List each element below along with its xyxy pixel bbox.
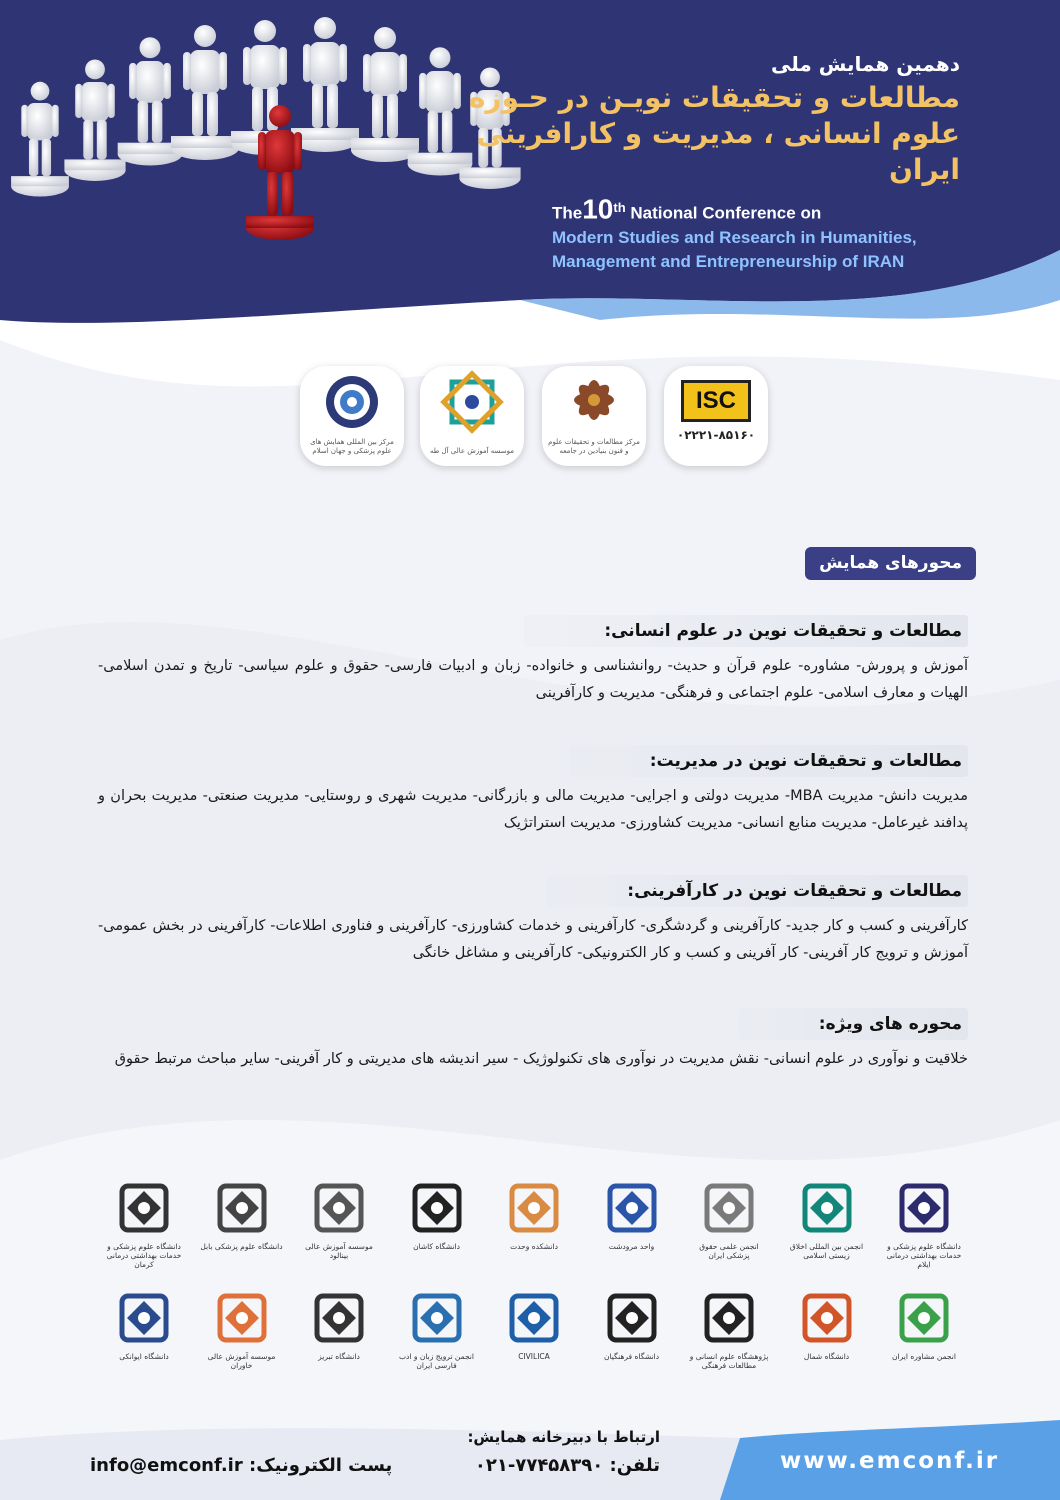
partner-logo [492, 1180, 576, 1276]
topic-heading: مطالعات و تحقیقات نوین در مدیریت: [570, 745, 968, 777]
title-en-line3: Management and Entrepreneurship of IRAN [552, 251, 905, 271]
lotus-icon [542, 370, 646, 440]
topic-body: خلاقیت و نوآوری در علوم انسانی- نقش مدیریت در نوآوری های تکنولوژیک - سیر اندیشه های مدیریتی و کار آفرینی- سایر مباحث مرتبط حقوق [114, 1051, 968, 1067]
partner-logo [882, 1180, 966, 1276]
partner-caption: واحد مرودشت [608, 1242, 655, 1251]
person-figure [11, 82, 69, 197]
badge-medical-congress [300, 366, 404, 466]
partner-caption: دانشگاه علوم پزشکی بابل [200, 1242, 283, 1251]
partner-caption: دانشگاه ایوانکی [119, 1352, 169, 1361]
partner-emblem-icon [604, 1290, 660, 1348]
person-figure [291, 17, 359, 152]
partner-emblem-icon [116, 1180, 172, 1238]
topic-heading: مطالعات و تحقیقات نوین در علوم انسانی: [524, 615, 968, 647]
partner-emblem-icon [799, 1180, 855, 1238]
partner-logo [395, 1290, 479, 1386]
partner-logo [395, 1180, 479, 1276]
topic-body: کارآفرینی و کسب و کار جدید- کارآفرینی و گردشگری- کارآفرینی و خدمات کشاورزی- کارآفرینی و فناوری اطلاعات- کارآفرینی در بخش عمومی- آموزش و ترویج کار آفرینی- کار آفرینی و کسب و کار الکترونیکی- کارآفرینی و مشاغل خانگی [98, 918, 968, 961]
partner-logo [200, 1180, 284, 1276]
partner-logo [102, 1180, 186, 1276]
isc-logo: ISC [681, 380, 751, 422]
partner-emblem-icon [701, 1290, 757, 1348]
topic-special [98, 1008, 968, 1073]
title-en-ordinal: th [613, 200, 626, 215]
partner-caption: موسسه آموزش عالی خاوران [207, 1352, 276, 1370]
badge-caption: موسسه آموزش عالی آل طه [430, 447, 514, 455]
topic-heading: محوره های ویژه: [739, 1008, 968, 1040]
title-en-number: 10 [582, 193, 614, 225]
partner-caption: انجمن علمی حقوق پزشکی ایران [699, 1242, 759, 1260]
partner-logo [687, 1180, 771, 1276]
conference-title-fa-line2: علوم انسانی ، مدیریت و کارافرینی ایران [476, 117, 960, 186]
partner-emblem-icon [799, 1290, 855, 1348]
partner-emblem-icon [604, 1180, 660, 1238]
partner-emblem-icon [896, 1180, 952, 1238]
partner-caption: پژوهشگاه علوم انسانی و مطالعات فرهنگی [689, 1352, 769, 1370]
partner-caption: دانشکده وحدت [510, 1242, 558, 1251]
header-banner [0, 0, 1060, 330]
phone-label: تلفن: [609, 1455, 660, 1476]
badge-isc [664, 366, 768, 466]
partner-emblem-icon [701, 1180, 757, 1238]
partner-caption: دانشگاه علوم پزشکی و خدمات بهداشتی درمانی ایلام [886, 1242, 962, 1269]
partner-emblem-icon [311, 1290, 367, 1348]
partner-logo [200, 1290, 284, 1386]
geometric-star-icon [420, 370, 524, 440]
partner-logo [590, 1290, 674, 1386]
topic-body: مدیریت دانش- مدیریت MBA- مدیریت دولتی و اجرایی- مدیریت مالی و بازرگانی- مدیریت شهری و روستایی- مدیریت صنعتی- مدیریت بحران و پدافند غیرعامل- مدیریت منابع انسانی- مدیریت کشاورزی- مدیریت استراتژیک [98, 788, 968, 831]
partner-caption: انجمن بین المللی اخلاق زیستی اسلامی [789, 1242, 864, 1260]
person-figure [351, 27, 419, 162]
partner-caption: دانشگاه کاشان [413, 1242, 460, 1251]
title-en-line2: Modern Studies and Research in Humanities, [552, 227, 917, 247]
partner-emblem-icon [896, 1290, 952, 1348]
star-flower-icon [300, 370, 404, 440]
partner-caption: انجمن مشاوره ایران [892, 1352, 956, 1361]
partner-logo [785, 1290, 869, 1386]
partner-caption: موسسه آموزش عالی بینالود [305, 1242, 373, 1260]
partner-caption: انجمن ترویج زبان و ادب فارسی ایران [399, 1352, 474, 1370]
topic-heading: مطالعات و تحقیقات نوین در کارآفرینی: [547, 875, 968, 907]
sponsor-badges [300, 366, 770, 466]
partner-caption: دانشگاه فرهنگیان [603, 1352, 660, 1361]
badge-caption: مرکز بین المللی همایش های علوم پزشکی و جهان اسلام [310, 438, 394, 455]
email-line [90, 1455, 392, 1476]
partner-caption: دانشگاه تبریز [318, 1352, 360, 1361]
email-address[interactable]: info@emconf.ir [90, 1455, 243, 1476]
partner-emblem-icon [409, 1180, 465, 1238]
badge-research-center [542, 366, 646, 466]
phone-number[interactable]: ۰۲۱-۷۷۴۵۸۳۹۰ [474, 1455, 604, 1476]
phone-line [475, 1455, 660, 1476]
topic-management [98, 745, 968, 837]
conference-title-fa-line1: مطالعات و تحقیقات نویـن در حـوزه [468, 81, 960, 114]
partner-logo [297, 1290, 381, 1386]
person-figure [64, 60, 125, 182]
partner-caption: CIVILICA [518, 1352, 550, 1361]
partner-logo [590, 1180, 674, 1276]
partner-emblem-icon [506, 1290, 562, 1348]
badge-aletaha [420, 366, 524, 466]
isc-code: ۰۲۲۲۱-۸۵۱۶۰ [676, 428, 756, 442]
topic-entrepreneurship [98, 875, 968, 967]
partner-emblem-icon [409, 1290, 465, 1348]
conference-title-en [552, 193, 972, 274]
topic-humanities [98, 615, 968, 707]
person-figure [171, 25, 239, 160]
partner-caption: دانشگاه شمال [803, 1352, 850, 1361]
contact-title: ارتباط با دبیرخانه همایش: [467, 1428, 660, 1446]
partner-logo [492, 1290, 576, 1386]
section-title: محورهای همایش [805, 547, 976, 580]
partner-emblem-icon [506, 1180, 562, 1238]
partner-logo [102, 1290, 186, 1386]
partner-logo [687, 1290, 771, 1386]
partner-emblem-icon [311, 1180, 367, 1238]
partner-emblem-icon [116, 1290, 172, 1348]
partner-emblem-icon [214, 1180, 270, 1238]
topic-body: آموزش و پرورش- مشاوره- علوم قرآن و حدیث- روانشناسی و خانواده- زبان و ادبیات فارسی- حقوق و علوم سیاسی- تاریخ و تمدن اسلامی- الهیات و معارف اسلامی- علوم اجتماعی و فرهنگی- مدیریت و کارآفرینی [98, 658, 968, 701]
partner-emblem-icon [214, 1290, 270, 1348]
badge-caption: مرکز مطالعات و تحقیقات علوم و فنون بنیادین در جامعه [548, 438, 640, 455]
title-en-prefix: The [552, 203, 583, 223]
title-en-line1: National Conference on [630, 203, 822, 223]
edition-title: دهمین همایش ملی [771, 52, 960, 76]
partner-logo [297, 1180, 381, 1276]
website-link[interactable]: www.emconf.ir [780, 1448, 1000, 1474]
partner-caption: دانشگاه علوم پزشکی و خدمات بهداشتی درمانی کرمان [106, 1242, 182, 1269]
partner-logo [785, 1180, 869, 1276]
email-label: پست الکترونیک: [249, 1455, 393, 1476]
partner-logo [882, 1290, 966, 1386]
